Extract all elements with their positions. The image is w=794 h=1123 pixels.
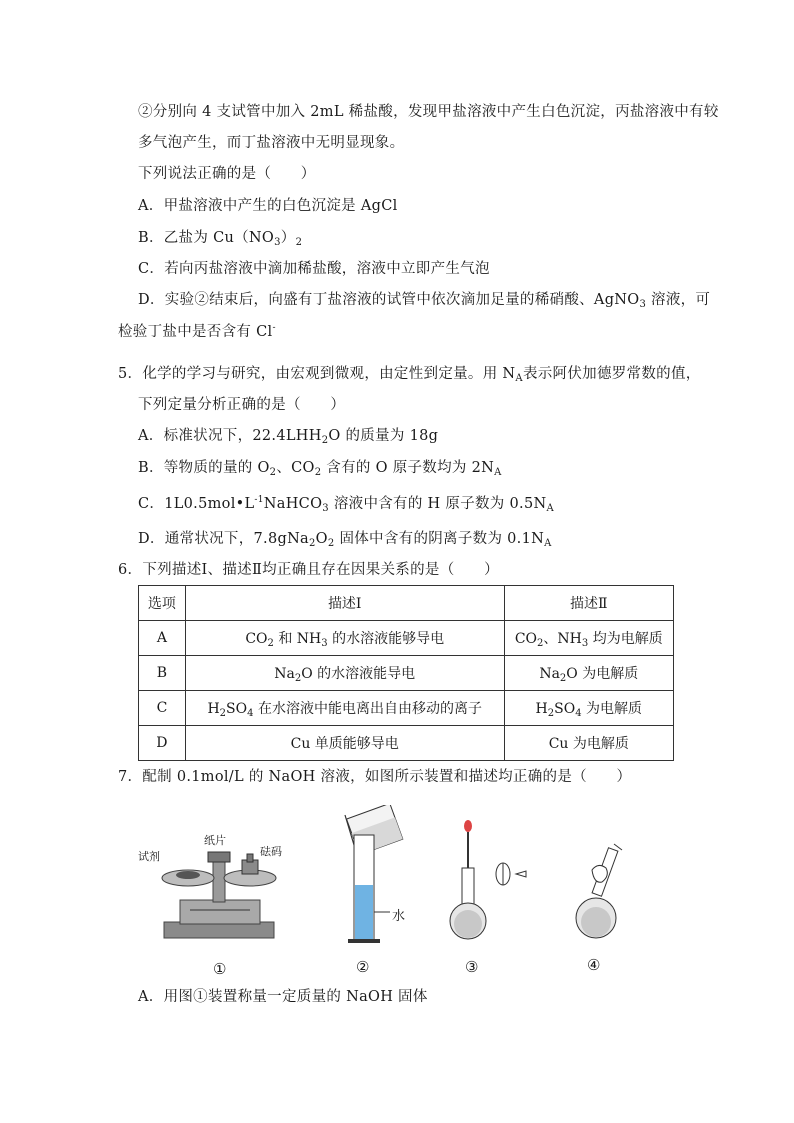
figure-number-2: ②: [356, 958, 370, 976]
row-d-desc2: Cu 为电解质: [504, 726, 673, 761]
table-row: [139, 691, 674, 726]
figure-number-3: ③: [465, 958, 479, 976]
row-a-option: A: [139, 621, 186, 656]
q5-option-d: D．通常状况下，$7.8gNa_2O_2$ 固体中含有的阴离子数为 $0.1N_A$: [138, 531, 552, 549]
row-a-desc1: $CO_2$ 和 $NH_3$ 的水溶液能够导电: [185, 621, 504, 656]
q4-exp2-line2: 多气泡产生，而丁盐溶液中无明显现象。: [138, 135, 405, 151]
label-water: 水: [392, 909, 406, 924]
table-row: [139, 726, 674, 761]
q5-stem-line1: 5．化学的学习与研究，由宏观到微观，由定性到定量。用 $N_A$表示阿伏加德罗常数的值，: [118, 366, 701, 384]
graduated-cylinder-figure: [330, 805, 410, 945]
q7-stem: 7．配制 0.1mol/L 的 NaOH 溶液，如图所示装置和描述均正确的是（ ）: [118, 769, 632, 785]
flask-shaking-figure: [570, 840, 640, 944]
q4-option-d-line1: D．实验②结束后，向盛有丁盐溶液的试管中依次滴加足量的稀硝酸、AgNO$_3$ 溶液，可: [138, 292, 711, 310]
q4-exp2-line1: ②分别向 4 支试管中加入 2mL 稀盐酸，发现甲盐溶液中产生白色沉淀，丙盐溶液中有较: [138, 104, 719, 120]
q5-option-b: B．等物质的量的 $O_2$、$CO_2$ 含有的 O 原子数均为 $2N_A$: [138, 460, 502, 478]
table-header-row: [139, 586, 674, 621]
q4-option-d-line2: 检验丁盐中是否含有 Cl-: [118, 323, 276, 340]
label-reagent: 试剂: [138, 850, 160, 863]
volumetric-flask-figure: [448, 818, 538, 944]
q5-option-c: C．$1L0.5mol•L^{-1}NaHCO_3$ 溶液中含有的 H 原子数为 $0.5N_A$: [138, 495, 554, 514]
row-d-option: D: [139, 726, 186, 761]
row-b-desc1: $Na_2O$ 的水溶液能导电: [185, 656, 504, 691]
header-desc1: 描述Ⅰ: [185, 586, 504, 621]
figure-number-4: ④: [587, 956, 601, 974]
header-desc2: 描述Ⅱ: [504, 586, 673, 621]
row-a-desc2: $CO_2$、$NH_3$ 均为电解质: [504, 621, 673, 656]
row-d-desc1: Cu 单质能够导电: [185, 726, 504, 761]
table-row: [139, 656, 674, 691]
figure-number-1: ①: [213, 960, 227, 978]
row-b-desc2: $Na_2O$ 为电解质: [504, 656, 673, 691]
q4-option-b: B．乙盐为 $Cu(NO_3)_2$: [138, 230, 303, 248]
row-c-desc1: $H_2SO_4$ 在水溶液中能电离出自由移动的离子: [185, 691, 504, 726]
q5-stem-line2: 下列定量分析正确的是（ ）: [138, 397, 346, 413]
q4-option-c: C．若向丙盐溶液中滴加稀盐酸，溶液中立即产生气泡: [138, 261, 490, 277]
row-b-option: B: [139, 656, 186, 691]
q4-option-a: A．甲盐溶液中产生的白色沉淀是 AgCl: [138, 198, 398, 214]
q6-table: [138, 585, 674, 761]
header-option: 选项: [139, 586, 186, 621]
q6-stem: 6．下列描述Ⅰ、描述Ⅱ均正确且存在因果关系的是（ ）: [118, 562, 499, 578]
q4-prompt: 下列说法正确的是（ ）: [138, 166, 316, 182]
q7-option-a: A．用图①装置称量一定质量的 NaOH 固体: [138, 989, 428, 1005]
table-row: [139, 621, 674, 656]
row-c-option: C: [139, 691, 186, 726]
q5-option-a: A．标准状况下，$22.4LHH_2O$ 的质量为 18g: [138, 428, 439, 446]
row-c-desc2: $H_2SO_4$ 为电解质: [504, 691, 673, 726]
label-weights: 砝码: [260, 845, 282, 858]
label-paper: 纸片: [204, 834, 226, 847]
